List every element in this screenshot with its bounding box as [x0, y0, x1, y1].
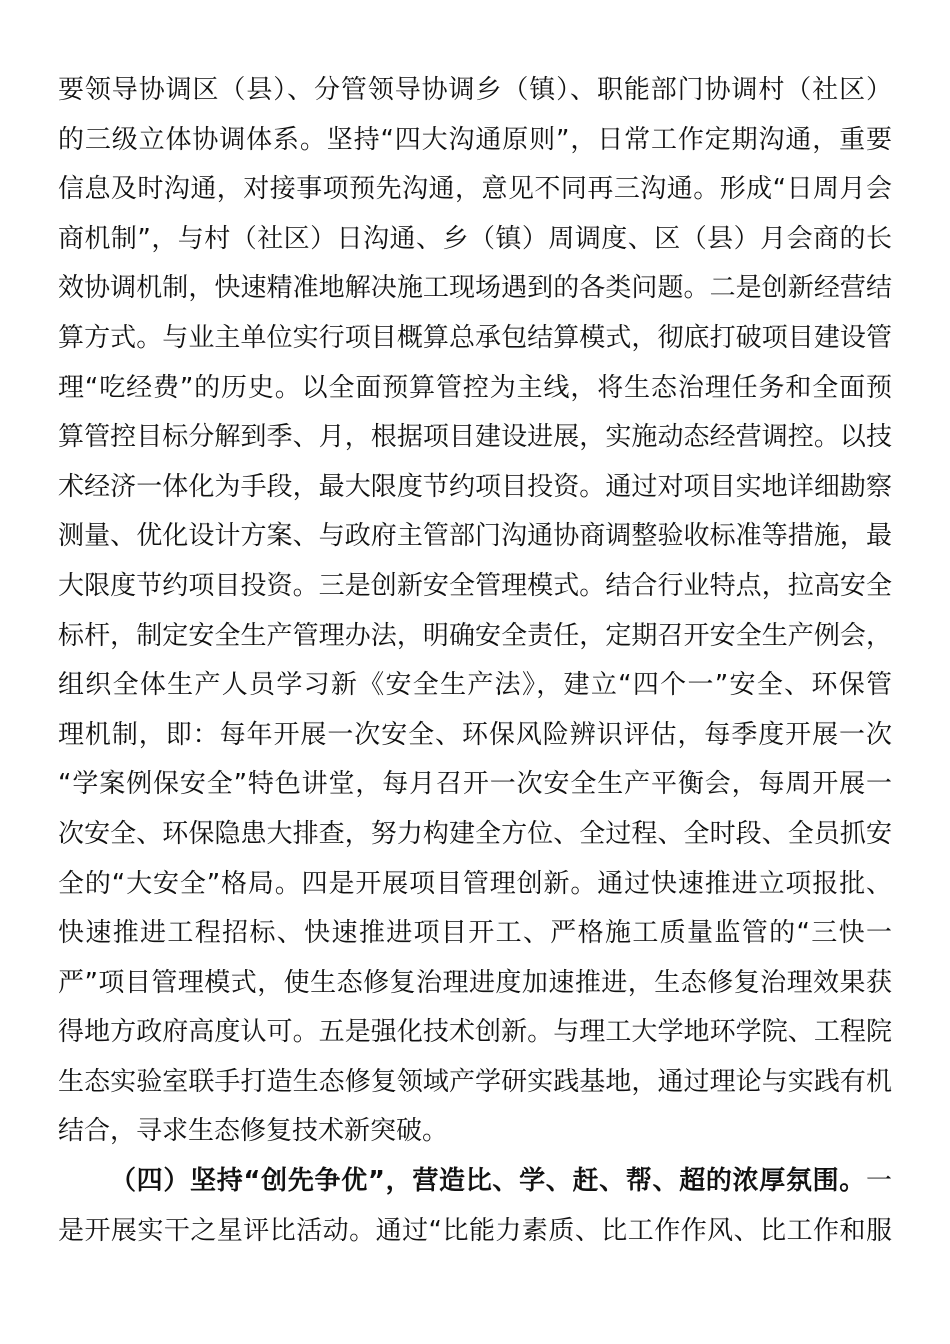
- text-line: 算方式。与业主单位实行项目概算总承包结算模式，彻底打破项目建设管: [58, 322, 892, 353]
- text-line: 测量、优化设计方案、与政府主管部门沟通协商调整验收标准等措施，最: [58, 521, 892, 552]
- text-line: 效协调机制，快速精准地解决施工现场遇到的各类问题。二是创新经营结: [58, 273, 892, 304]
- text-line: 商机制”，与村（社区）日沟通、乡（镇）周调度、区（县）月会商的长: [58, 223, 892, 254]
- document-body: [58, 66, 892, 1256]
- text-line: 结合，寻求生态修复技术新突破。: [58, 1116, 449, 1147]
- section-heading: （四）坚持“创先争优”，营造比、学、赶、帮、超的浓厚氛围。: [110, 1166, 866, 1197]
- text-line: 标杆，制定安全生产管理办法，明确安全责任，定期召开安全生产例会，: [58, 620, 892, 651]
- text-line: 生态实验室联手打造生态修复领域产学研实践基地，通过理论与实践有机: [58, 1066, 892, 1097]
- text-line: “学案例保安全”特色讲堂，每月召开一次安全生产平衡会，每周开展一: [58, 769, 892, 800]
- text-line: 组织全体生产人员学习新《安全生产法》，建立“四个一”安全、环保管: [58, 670, 892, 701]
- text-line: 理机制，即：每年开展一次安全、环保风险辨识评估，每季度开展一次: [58, 719, 892, 750]
- section-heading-line: [58, 1157, 892, 1207]
- text-line: 术经济一体化为手段，最大限度节约项目投资。通过对项目实地详细勘察: [58, 471, 892, 502]
- text-line: 次安全、环保隐患大排查，努力构建全方位、全过程、全时段、全员抓安: [58, 818, 892, 849]
- text-line: 要领导协调区（县）、分管领导协调乡（镇）、职能部门协调村（社区）: [58, 75, 892, 105]
- text-line: 的三级立体协调体系。坚持“四大沟通原则”，日常工作定期沟通，重要: [58, 124, 892, 155]
- text-line: 算管控目标分解到季、月，根据项目建设进展，实施动态经营调控。以技: [58, 422, 892, 453]
- text-line: 信息及时沟通，对接事项预先沟通，意见不同再三沟通。形成“日周月会: [58, 174, 892, 205]
- text-line: 是开展实干之星评比活动。通过“比能力素质、比工作作风、比工作和服: [58, 1215, 892, 1246]
- text-line: 大限度节约项目投资。三是创新安全管理模式。结合行业特点，拉高安全: [58, 570, 892, 601]
- text-line: 全的“大安全”格局。四是开展项目管理创新。通过快速推进立项报批、: [58, 868, 892, 899]
- text-line: 严”项目管理模式，使生态修复治理进度加速推进，生态修复治理效果获: [58, 967, 892, 998]
- text-line: 理“吃经费”的历史。以全面预算管控为主线，将生态治理任务和全面预: [58, 372, 892, 403]
- text-line: 快速推进工程招标、快速推进项目开工、严格施工质量监管的“三快一: [58, 918, 892, 949]
- section-heading-continuation: 一: [865, 1166, 892, 1197]
- text-line: 得地方政府高度认可。五是强化技术创新。与理工大学地环学院、工程院: [58, 1017, 892, 1048]
